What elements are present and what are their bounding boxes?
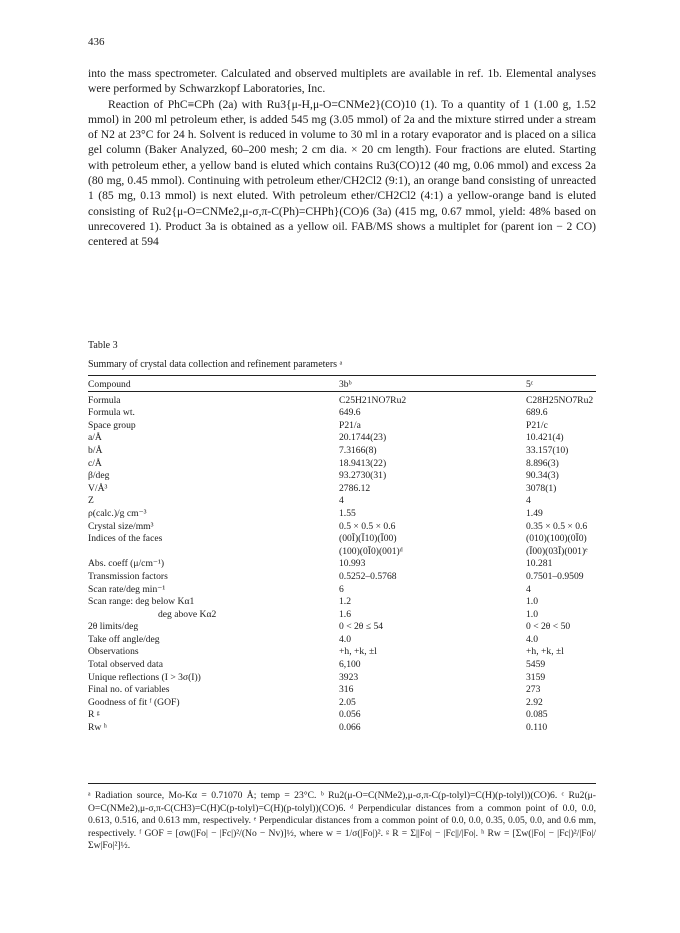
row-label: Indices of the faces [88,533,163,545]
cell-value: 8.896(3) [526,457,559,469]
cell-value: P21/a [339,419,361,431]
paragraph: Reaction of PhC≡CPh (2a) with Ru3{μ-H,μ-O=CNMe2}(CO)10 (1). To a quantity of 1 (1.00 g, 1.52 mmol) in 200 ml petroleum ether, is added 545 mg (3.05 mmol) of 2a and the mixture stirred under a stream of N2 at 23°C for 24 h. Solvent is reduced in volume to 30 ml in a rotary evaporator and is placed on a silica gel column (Baker Analyzed, 60–200 mesh; 2 cm dia. × 20 cm length). Four fractions are eluted. Starting with petroleum ether, a yellow band is eluted which contains Ru3(CO)12 (40 mg, 0.06 mmol) and excess 2a (80 mg, 0.45 mmol). Continuing with petroleum ether/CH2Cl2 (9:1), an orange band consisting of unreacted 1 (85 mg, 0.13 mmol) is next eluted. With petroleum ether/CH2Cl2 (4:1) a yellow-orange band is eluted consisting of Ru2{μ-O=CNMe2,μ-σ,π-C(Ph)=CHPh}(CO)6 (3a) (415 mg, 0.67 mmol, yield: 48% based on unrecovered 1). Product 3a is obtained as a yellow oil. FAB/MS shows a multiplet for (parent ion − 2 CO) centered at 594 [88,97,596,249]
row-label: a/Å [88,432,102,444]
cell-value: 4 [526,495,531,507]
cell-value: 2786.12 [339,482,371,494]
row-label: Rw ʰ [88,722,107,734]
cell-value: 5459 [526,659,546,671]
table-row [88,420,596,433]
table-row [88,495,596,508]
table-row [88,621,596,634]
row-label: 2θ limits/deg [88,621,139,633]
cell-value: 0 < 2θ < 50 [526,621,571,633]
table-row [88,584,596,597]
table-row [88,521,596,534]
cell-value: 3159 [526,671,546,683]
cell-value: 4 [526,583,531,595]
row-label: Goodness of fit ᶠ (GOF) [88,696,180,708]
cell-value: (010)(100)(0Ī0) [526,533,587,545]
cell-value: 273 [526,684,541,696]
table-row [88,407,596,420]
row-label: Scan rate/deg min⁻¹ [88,583,166,595]
row-label: R ᵍ [88,709,100,721]
cell-value: 0.5 × 0.5 × 0.6 [339,520,396,532]
cell-value: 3923 [339,671,359,683]
row-label: ρ(calc.)/g cm⁻³ [88,507,147,519]
table-row [88,672,596,685]
paragraph: into the mass spectrometer. Calculated and observed multiplets are available in ref. 1b. Elemental analyses were performed by Schwarzkopf Laboratories, Inc. [88,67,596,96]
cell-value: C25H21NO7Ru2 [339,394,407,406]
cell-value: 0.066 [339,722,361,734]
cell-value: 1.2 [339,596,351,608]
crystal-data-table [88,379,596,735]
cell-value: 10.281 [526,558,553,570]
cell-value: 2.92 [526,696,543,708]
cell-value: 10.993 [339,558,366,570]
cell-value: 1.6 [339,608,351,620]
cell-value: 0.35 × 0.5 × 0.6 [526,520,588,532]
cell-value: +h, +k, ±l [339,646,377,658]
row-label: b/Å [88,444,103,456]
cell-value: 1.55 [339,507,356,519]
row-label: deg above Kα2 [158,608,217,620]
cell-value: 6,100 [339,659,361,671]
table-row [88,609,596,622]
cell-value: 1.49 [526,507,543,519]
row-label: Unique reflections (I > 3σ(I)) [88,671,201,683]
cell-value: 10.421(4) [526,432,564,444]
table-row [88,684,596,697]
cell-value: 0.056 [339,709,361,721]
table-row [88,508,596,521]
cell-value: (Ī00)(03Ī)(001)ᵉ [526,545,588,557]
table-row [88,458,596,471]
cell-value: 0.085 [526,709,548,721]
cell-value: 0 < 2θ ≤ 54 [339,621,384,633]
cell-value: (00Ī)(Ī10)(Ī00) [339,533,397,545]
cell-value: 5ᶜ [526,379,534,390]
row-label: β/deg [88,470,110,482]
cell-value: +h, +k, ±l [526,646,564,658]
cell-value: P21/c [526,419,548,431]
row-label: V/Å³ [88,482,108,494]
table-row [88,432,596,445]
row-label: Formula [88,394,121,406]
table-row [88,395,596,408]
cell-value: 3078(1) [526,482,557,494]
cell-value: 18.9413(22) [339,457,387,469]
row-label: Transmission factors [88,570,168,582]
row-label: Observations [88,646,139,658]
table-row [88,646,596,659]
row-label: Abs. coeff (μ/cm⁻¹) [88,558,165,570]
cell-value: 4.0 [526,633,538,645]
table-row [88,445,596,458]
table-row [88,546,596,559]
table-top-rule [88,375,596,376]
row-label: c/Å [88,457,102,469]
table-row [88,571,596,584]
table-row [88,470,596,483]
table-row [88,483,596,496]
cell-value: 0.5252–0.5768 [339,570,397,582]
table-bottom-rule [88,783,596,784]
cell-value: 2.05 [339,696,356,708]
cell-value: 649.6 [339,407,361,419]
row-label: Final no. of variables [88,684,170,696]
cell-value: 689.6 [526,407,548,419]
row-label: Scan range: deg below Kα1 [88,596,195,608]
cell-value: 90.34(3) [526,470,559,482]
cell-value: (100)(0Ī0)(001)ᵈ [339,545,403,557]
table-row [88,596,596,609]
table-row [88,709,596,722]
table-row [88,533,596,546]
page-number: 436 [88,36,105,48]
table-caption: Summary of crystal data collection and refinement parameters ᵃ [88,359,343,370]
table-row [88,697,596,710]
cell-value: 6 [339,583,344,595]
row-label: Space group [88,419,136,431]
table-footnotes [88,790,596,853]
cell-value: 1.0 [526,596,538,608]
footnote-text: ᵃ Radiation source, Mo-Kα = 0.71070 Å; temp = 23°C. ᵇ Ru2(μ-O=C(NMe2),μ-σ,π-C(p-tolyl)=C(H)(p-tolyl))(CO)6. ᶜ Ru2(μ-O=C(NMe2),μ-σ,π-C(CH3)=C(H)C(p-tolyl)=C(H)(p-tolyl))(CO)6. ᵈ Perpendicular distances from a common point of 0.0, 0.0, 0.613, 0.516, and 0.613 mm, respectively. ᵉ Perpendicular distances from a common point of 0.0, 0.0, 0.35, 0.05, 0.0, and 0.6 mm, respectively. ᶠ GOF = [σw(|Fo| − |Fc|)²/(No − Nv)]½, where w = 1/σ(|Fo|)². ᵍ R = Σ||Fo| − |Fc||/|Fo|. ʰ Rw = [Σw(|Fo| − |Fc|)²/|Fo|/Σw|Fo|²]½. [88,790,596,852]
row-label: Z [88,495,94,507]
row-label: Total observed data [88,659,163,671]
cell-value: 7.3166(8) [339,444,377,456]
cell-value: 20.1744(23) [339,432,387,444]
cell-value: 93.2730(31) [339,470,387,482]
cell-value: 4 [339,495,344,507]
row-label: Take off angle/deg [88,633,160,645]
cell-value: 33.157(10) [526,444,569,456]
table-row [88,634,596,647]
cell-value: C28H25NO7Ru2 [526,394,594,406]
table-row [88,558,596,571]
row-label: Compound [88,379,131,390]
row-label: Crystal size/mm³ [88,520,154,532]
cell-value: 0.110 [526,722,548,734]
cell-value: 1.0 [526,608,538,620]
cell-value: 4.0 [339,633,351,645]
cell-value: 316 [339,684,354,696]
row-label: Formula wt. [88,407,135,419]
table-row [88,659,596,672]
cell-value: 3bᵇ [339,379,352,390]
table-row [88,722,596,735]
row-label [88,546,339,559]
table-header-row [88,379,596,395]
table-title: Table 3 [88,340,118,351]
body-text [88,66,596,250]
cell-value: 0.7501–0.9509 [526,570,584,582]
